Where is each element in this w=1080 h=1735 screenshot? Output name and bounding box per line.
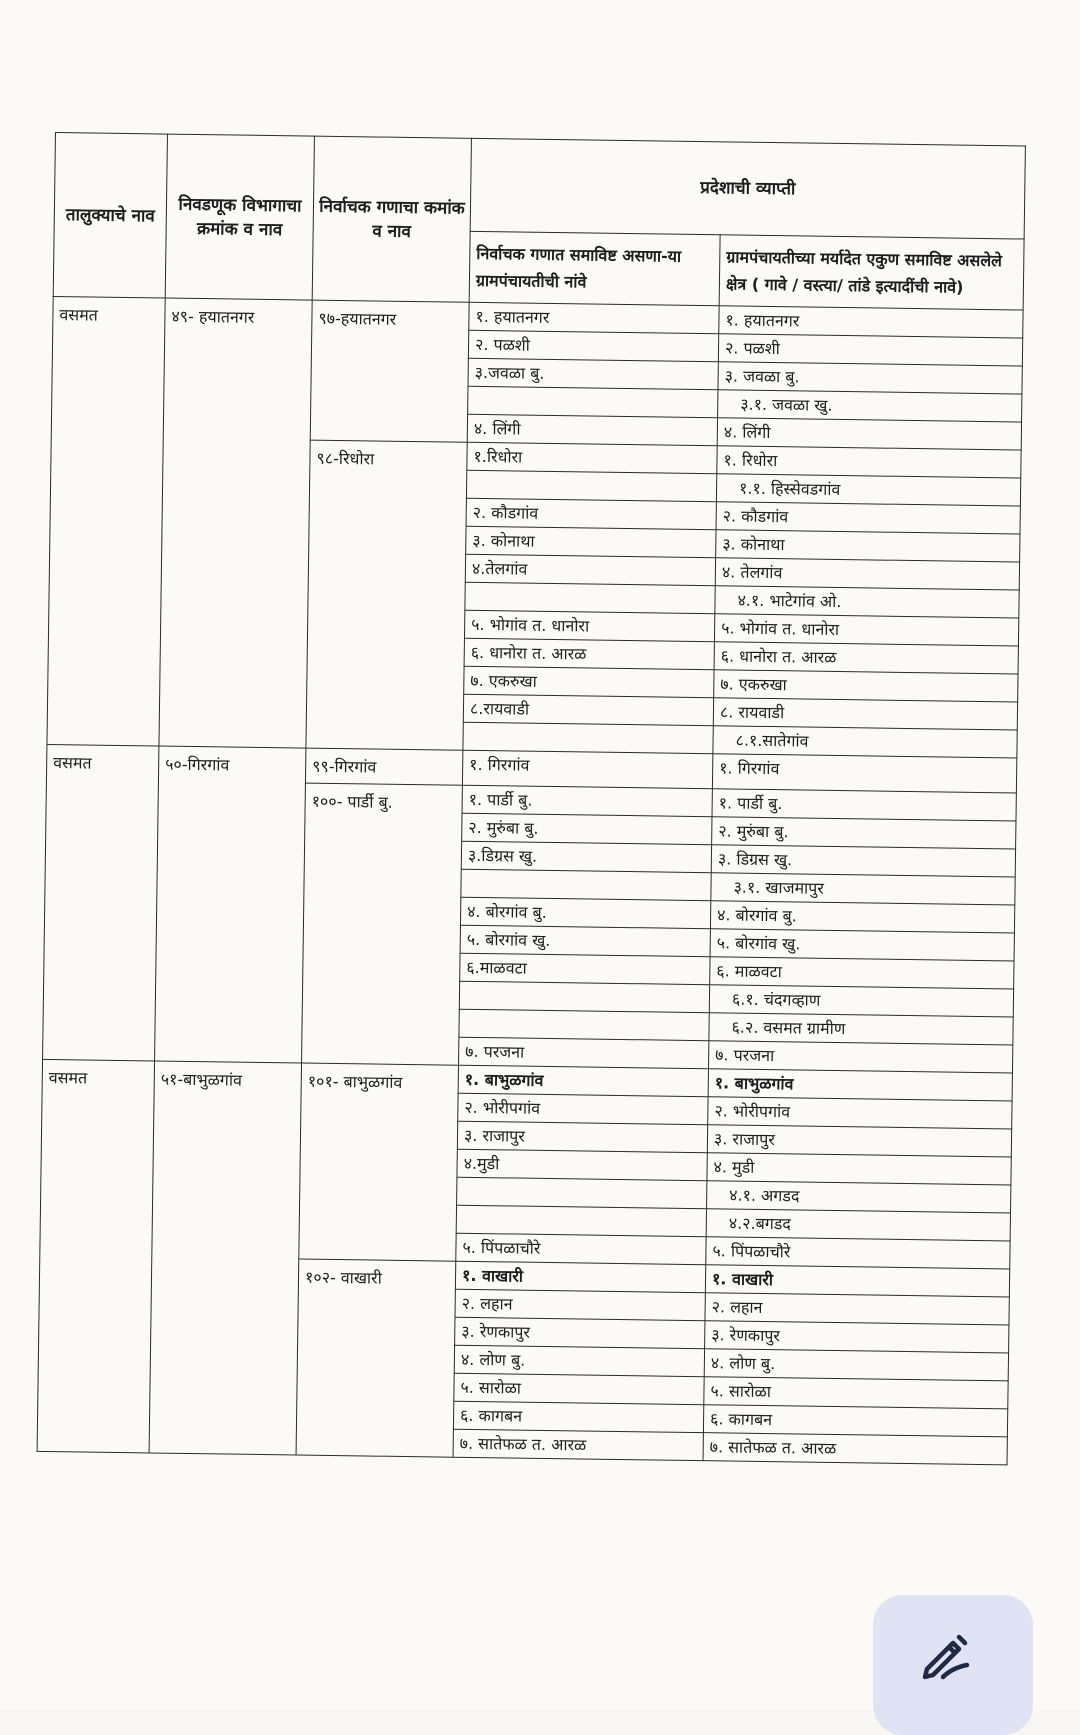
gram-panchayat-cell: १. हयातनगर [469, 302, 719, 333]
village-cell: ६.१. चंदगव्हाण [709, 985, 1013, 1017]
gram-panchayat-cell: ६. धानोरा त. आरळ [464, 638, 714, 669]
gram-panchayat-cell: ३.डिग्रस खु. [461, 841, 711, 872]
ward-cell: ९८-रिधोरा [306, 440, 467, 750]
village-cell: ३. जवळा बु. [718, 362, 1022, 394]
header-villages: ग्रामपंचायतीच्या मर्यादेत एकुण समाविष्ट असलेले क्षेत्र ( गावे / वस्त्या/ तांडे इत्यादींची नावे) [719, 235, 1024, 310]
village-cell: ८. रायवाडी [713, 698, 1017, 730]
village-cell: २. भोरीपगांव [708, 1097, 1012, 1129]
gram-panchayat-cell [466, 470, 716, 501]
gram-panchayat-cell: ५. सारोळा [454, 1373, 704, 1404]
taluka-cell: वसमत [37, 1059, 154, 1453]
gram-panchayat-cell: २. मुरुंबा बु. [462, 813, 712, 844]
village-cell: ६. कागबन [703, 1405, 1007, 1437]
village-cell: ४.२.बगडद [706, 1209, 1010, 1241]
village-cell: ५. भोगांव त. धानोरा [714, 614, 1018, 646]
ward-cell: ९९-गिरगांव [305, 748, 462, 785]
gram-panchayat-cell [456, 1205, 706, 1236]
gram-panchayat-cell: ३.जवळा बु. [468, 358, 718, 389]
gram-panchayat-cell [457, 1177, 707, 1208]
ward-cell: १०१- बाभुळगांव [299, 1063, 459, 1261]
gram-panchayat-cell: ७. परजना [459, 1037, 709, 1068]
gram-panchayat-cell: १. बाभुळगांव [458, 1065, 708, 1096]
table-body [37, 296, 1023, 1464]
village-cell: २. कौडगांव [716, 502, 1020, 534]
header-division: निवडणूक विभागाचा क्रमांक व नाव [165, 134, 314, 300]
gram-panchayat-cell: २. भोरीपगांव [458, 1093, 708, 1124]
gram-panchayat-cell: ५. बोरगांव खु. [460, 925, 710, 956]
gram-panchayat-cell: २. लहान [455, 1289, 705, 1320]
gram-panchayat-cell: ४.मुडी [457, 1149, 707, 1180]
village-cell: ६. माळवटा [710, 957, 1014, 989]
village-cell: १. गिरगांव [712, 754, 1016, 793]
village-cell: ४.१. अगडद [707, 1181, 1011, 1213]
ward-cell: ९७-हयातनगर [310, 300, 469, 442]
village-cell: ५. बोरगांव खु. [710, 929, 1014, 961]
division-cell: ५०-गिरगांव [155, 746, 306, 1063]
ward-area-table [37, 132, 1026, 1465]
village-cell: १. हयातनगर [719, 306, 1023, 338]
village-cell: ७. सातेफळ त. आरळ [703, 1433, 1007, 1465]
gram-panchayat-cell: ५. भोगांव त. धानोरा [464, 610, 714, 641]
village-cell: ३. कोनाथा [716, 530, 1020, 562]
taluka-cell: वसमत [43, 744, 159, 1061]
division-cell: ५१-बाभुळगांव [149, 1061, 301, 1455]
gram-panchayat-cell: २. कौडगांव [466, 498, 716, 529]
ward-cell: १००- पार्डी बु. [302, 783, 463, 1065]
gram-panchayat-cell: १. पार्डी बु. [462, 785, 712, 816]
village-cell: १. रिधोरा [717, 446, 1021, 478]
gram-panchayat-cell: १. वाखारी [455, 1261, 705, 1292]
gram-panchayat-cell: २. पळशी [468, 330, 718, 361]
village-cell: ४. मुडी [707, 1153, 1011, 1185]
header-ward: निर्वाचक गणाचा कमांक व नाव [312, 136, 471, 302]
gram-panchayat-cell: ३. कोनाथा [466, 526, 716, 557]
village-cell: ३. राजापुर [707, 1125, 1011, 1157]
header-area: प्रदेशाची व्याप्ती [470, 138, 1025, 239]
village-cell: ८.१.सातेगांव [713, 726, 1017, 758]
village-cell: ३.१. खाजमापुर [711, 873, 1015, 905]
gram-panchayat-cell [463, 722, 713, 753]
gram-panchayat-cell: ७. एकरुखा [464, 666, 714, 697]
gram-panchayat-cell [459, 981, 709, 1012]
village-cell: २. मुरुंबा बु. [712, 817, 1016, 849]
gram-panchayat-cell: ३. रेणकापुर [455, 1317, 705, 1348]
village-cell: १.१. हिस्सेवडगांव [716, 474, 1020, 506]
table-header [53, 133, 1025, 311]
gram-panchayat-cell [461, 869, 711, 900]
village-cell: ७. एकरुखा [714, 670, 1018, 702]
village-cell: ७. परजना [708, 1041, 1012, 1073]
village-cell: ४. तेलगांव [715, 558, 1019, 590]
village-cell: ४. लोण बु. [704, 1349, 1008, 1381]
village-cell: ६. धानोरा त. आरळ [714, 642, 1018, 674]
taluka-cell: वसमत [47, 296, 165, 746]
gram-panchayat-cell [459, 1009, 709, 1040]
gram-panchayat-cell: ८.रायवाडी [463, 694, 713, 725]
gram-panchayat-cell: ६.माळवटा [460, 953, 710, 984]
gram-panchayat-cell: ५. पिंपळाचौरे [456, 1233, 706, 1264]
gram-panchayat-cell: ४.तेलगांव [465, 554, 715, 585]
gram-panchayat-cell: ४. लिंगी [467, 414, 717, 445]
gram-panchayat-cell: ३. राजापुर [457, 1121, 707, 1152]
gram-panchayat-cell: १. गिरगांव [462, 750, 712, 788]
village-cell: ५. सारोळा [704, 1377, 1008, 1409]
village-cell: ३. डिग्रस खु. [711, 845, 1015, 877]
village-cell: २. लहान [705, 1293, 1009, 1325]
village-cell: १. पार्डी बु. [712, 789, 1016, 821]
header-gp-names: निर्वाचक गणात समाविष्ट असणा-या ग्रामपंचायतीची नांवे [469, 231, 720, 305]
ward-cell: १०२- वाखारी [296, 1259, 456, 1457]
division-cell: ४९- हयातनगर [159, 298, 312, 748]
edit-pencil-icon [913, 1623, 977, 1687]
village-cell: १. वाखारी [705, 1265, 1009, 1297]
header-taluka: तालुक्याचे नाव [53, 133, 167, 299]
village-cell: २. पळशी [718, 334, 1022, 366]
village-cell: १. बाभुळगांव [708, 1069, 1012, 1101]
village-cell: ४. लिंगी [717, 418, 1021, 450]
gram-panchayat-cell: ४. बोरगांव बु. [460, 897, 710, 928]
gram-panchayat-cell: १.रिधोरा [467, 442, 717, 473]
gram-panchayat-cell: ७. सातेफळ त. आरळ [453, 1429, 703, 1460]
village-cell: ६.२. वसमत ग्रामीण [709, 1013, 1013, 1045]
gram-panchayat-cell [468, 386, 718, 417]
village-cell: ४.१. भाटेगांव ओ. [715, 586, 1019, 618]
village-cell: ४. बोरगांव बु. [710, 901, 1014, 933]
village-cell: ३. रेणकापुर [705, 1321, 1009, 1353]
edit-button[interactable] [873, 1595, 1033, 1735]
gram-panchayat-cell [465, 582, 715, 613]
village-cell: ३.१. जवळा खु. [718, 390, 1022, 422]
gram-panchayat-cell: ६. कागबन [453, 1401, 703, 1432]
gram-panchayat-cell: ४. लोण बु. [454, 1345, 704, 1376]
village-cell: ५. पिंपळाचौरे [706, 1237, 1010, 1269]
